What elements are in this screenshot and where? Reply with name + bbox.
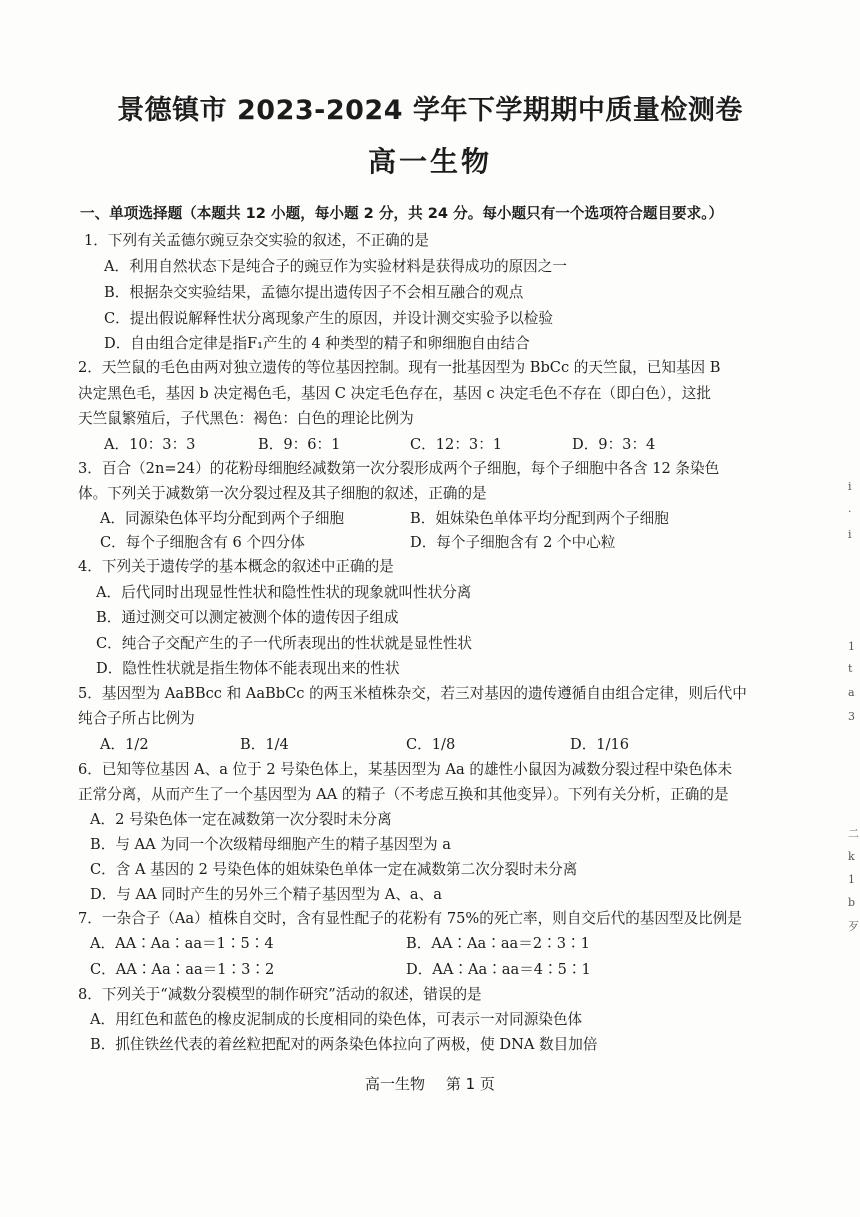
question-6-option-b: B．与 AA 为同一个次级精母细胞产生的精子基因型为 a	[90, 836, 451, 853]
question-2-option-c: C．12：3：1	[410, 436, 503, 453]
margin-mark: ·	[848, 505, 852, 518]
question-4-stem: 4．下列关于遗传学的基本概念的叙述中正确的是	[78, 558, 394, 575]
question-3-option-b: B．姐妹染色单体平均分配到两个子细胞	[410, 510, 669, 527]
question-5-stem-line-1: 5．基因型为 AaBBcc 和 AaBbCc 的两玉米植株杂交，若三对基因的遗传遵循自由组合定律，则后代中	[78, 685, 747, 702]
margin-mark: b	[848, 896, 856, 909]
question-3-stem-line-1: 3．百合（2n=24）的花粉母细胞经减数第一次分裂形成两个子细胞，每个子细胞中各含 12 条染色	[78, 460, 720, 477]
question-7-option-d: D．AA∶Aa∶aa＝4∶5∶1	[406, 961, 591, 978]
question-5-option-d: D．1/16	[570, 736, 630, 753]
margin-mark: 歹	[848, 920, 859, 933]
question-2-option-a: A．10：3：3	[104, 436, 196, 453]
question-8-option-b: B．抓住铁丝代表的着丝粒把配对的两条染色体拉向了两极，使 DNA 数目加倍	[90, 1036, 598, 1053]
question-7-option-b: B．AA∶Aa∶aa＝2∶3∶1	[406, 935, 590, 952]
question-1-stem: 1．下列有关孟德尔豌豆杂交实验的叙述，不正确的是	[84, 232, 429, 249]
margin-mark: t	[848, 662, 853, 675]
question-1-option-a: A．利用自然状态下是纯合子的豌豆作为实验材料是获得成功的原因之一	[104, 258, 567, 275]
question-7-stem: 7．一杂合子（Aa）植株自交时，含有显性配子的花粉有 75%的死亡率，则自交后代的基因型及比例是	[78, 910, 742, 927]
question-3-option-c: C．每个子细胞含有 6 个四分体	[100, 534, 305, 551]
question-5-option-a: A．1/2	[100, 736, 149, 753]
margin-mark: 二	[848, 827, 859, 840]
margin-mark: ⅰ	[848, 480, 852, 493]
margin-mark: 3	[848, 710, 855, 723]
question-1-option-d: D．自由组合定律是指F₁产生的 4 种类型的精子和卵细胞自由结合	[104, 335, 530, 352]
page-footer	[0, 1073, 860, 1094]
subject-title: 高一生物	[367, 145, 492, 178]
question-8-option-a: A．用红色和蓝色的橡皮泥制成的长度相同的染色体，可表示一对同源染色体	[90, 1011, 583, 1028]
question-6-option-a: A．2 号染色体一定在减数第一次分裂时未分离	[90, 811, 392, 828]
question-4-option-b: B．通过测交可以测定被测个体的遗传因子组成	[96, 609, 399, 626]
question-1-option-b: B．根据杂交实验结果，孟德尔提出遗传因子不会相互融合的观点	[104, 284, 524, 301]
question-5-option-b: B．1/4	[240, 736, 289, 753]
footer-subject: 高一生物	[365, 1075, 426, 1093]
question-2-stem-line-3: 天竺鼠繁殖后，子代黑色：褐色：白色的理论比例为	[78, 410, 414, 427]
question-2-option-d: D．9：3：4	[572, 436, 656, 453]
question-7-option-a: A．AA∶Aa∶aa＝1∶5∶4	[90, 935, 274, 952]
question-7-option-c: C．AA∶Aa∶aa＝1∶3∶2	[90, 961, 275, 978]
footer-page-number: 第 1 页	[445, 1075, 495, 1093]
question-3-option-d: D．每个子细胞含有 2 个中心粒	[410, 534, 616, 551]
question-5-option-c: C．1/8	[406, 736, 456, 753]
margin-mark: a	[848, 686, 855, 699]
question-2-option-b: B．9：6：1	[258, 436, 341, 453]
question-6-stem-line-2: 正常分离，从而产生了一个基因型为 AA 的精子（不考虑互换和其他变异）。下列有关分析，正确的是	[78, 786, 729, 803]
margin-mark: 1	[848, 873, 855, 886]
question-6-option-d: D．与 AA 同时产生的另外三个精子基因型为 A、a、a	[90, 886, 442, 903]
question-2-stem-line-2: 决定黑色毛，基因 b 决定褐色毛，基因 C 决定毛色存在，基因 c 决定毛色不存在（即白色），这批	[78, 385, 711, 402]
question-2-stem-line-1: 2．天竺鼠的毛色由两对独立遗传的等位基因控制。现有一批基因型为 BbCc 的天竺鼠，已知基因 B	[78, 359, 721, 376]
margin-mark: 1	[848, 640, 855, 653]
question-6-stem-line-1: 6．已知等位基因 A、a 位于 2 号染色体上，某基因型为 Aa 的雄性小鼠因为减数分裂过程中染色体未	[78, 761, 733, 778]
question-4-option-a: A．后代同时出现显性性状和隐性性状的现象就叫性状分离	[96, 584, 472, 601]
question-6-option-c: C．含 A 基因的 2 号染色体的姐妹染色单体一定在减数第二次分裂时未分离	[90, 861, 578, 878]
question-4-option-c: C．纯合子交配产生的子一代所表现出的性状就是显性性状	[96, 635, 473, 652]
margin-mark: k	[848, 850, 855, 863]
exam-title: 景德镇市 2023-2024 学年下学期期中质量检测卷	[117, 95, 743, 126]
section-heading: 一、单项选择题（本题共 12 小题，每小题 2 分，共 24 分。每小题只有一个选项符合题目要求。）	[80, 205, 724, 222]
question-5-stem-line-2: 纯合子所占比例为	[78, 710, 195, 727]
question-3-option-a: A．同源染色体平均分配到两个子细胞	[100, 510, 345, 527]
question-4-option-d: D．隐性性状就是指生物体不能表现出来的性状	[96, 660, 400, 677]
question-3-stem-line-2: 体。下列关于减数第一次分裂过程及其子细胞的叙述，正确的是	[78, 485, 487, 502]
margin-mark: ⅰ	[848, 528, 852, 541]
question-1-option-c: C．提出假说解释性状分离现象产生的原因，并设计测交实验予以检验	[104, 310, 553, 327]
question-8-stem: 8．下列关于“减数分裂模型的制作研究”活动的叙述，错误的是	[78, 986, 482, 1003]
